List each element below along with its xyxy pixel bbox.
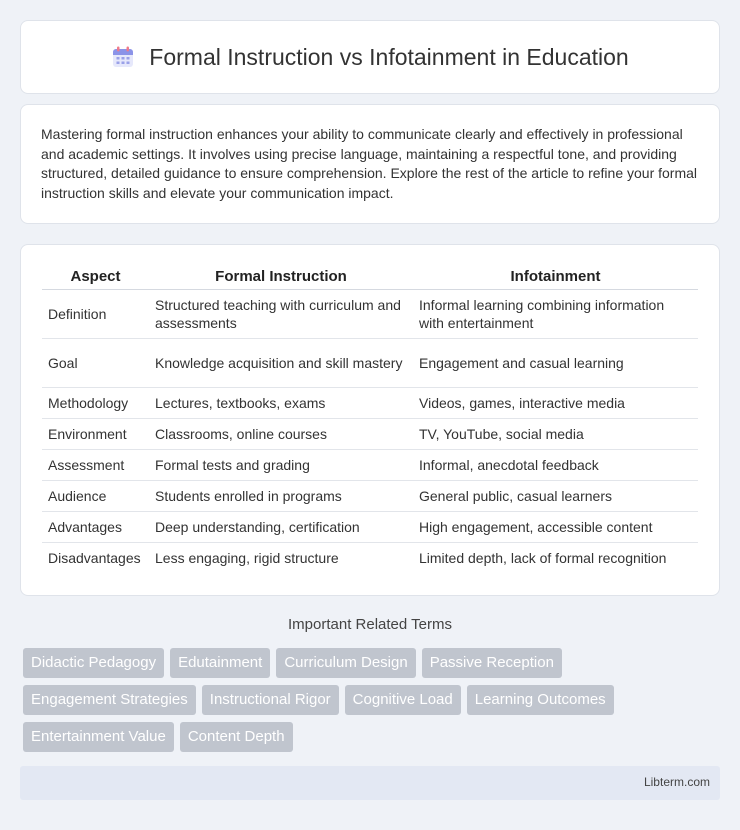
cell-formal: Lectures, textbooks, exams bbox=[149, 388, 413, 419]
related-term-tag[interactable]: Engagement Strategies bbox=[23, 685, 196, 715]
table-row bbox=[42, 419, 698, 450]
header-infotainment: Infotainment bbox=[413, 265, 698, 290]
cell-aspect: Environment bbox=[42, 419, 149, 450]
related-term-tag[interactable]: Entertainment Value bbox=[23, 722, 174, 752]
cell-aspect: Definition bbox=[42, 290, 149, 339]
cell-infotainment: Informal learning combining information with entertainment bbox=[413, 290, 698, 339]
cell-formal: Structured teaching with curriculum and assessments bbox=[149, 290, 413, 339]
cell-formal: Deep understanding, certification bbox=[149, 512, 413, 543]
comparison-table-card bbox=[20, 244, 720, 596]
related-terms-list bbox=[23, 648, 723, 752]
related-term-tag[interactable]: Edutainment bbox=[170, 648, 270, 678]
table-row bbox=[42, 339, 698, 388]
cell-formal: Formal tests and grading bbox=[149, 450, 413, 481]
cell-infotainment: TV, YouTube, social media bbox=[413, 419, 698, 450]
related-terms-title: Important Related Terms bbox=[288, 616, 452, 633]
cell-aspect: Advantages bbox=[42, 512, 149, 543]
cell-infotainment: Engagement and casual learning bbox=[413, 339, 698, 388]
footer-brand-link[interactable]: Libterm.com bbox=[643, 775, 710, 789]
table-row bbox=[42, 388, 698, 419]
related-term-tag[interactable]: Passive Reception bbox=[422, 648, 562, 678]
calendar-icon bbox=[111, 45, 135, 69]
cell-infotainment: High engagement, accessible content bbox=[413, 512, 698, 543]
related-term-tag[interactable]: Cognitive Load bbox=[345, 685, 461, 715]
cell-formal: Knowledge acquisition and skill mastery bbox=[149, 339, 413, 388]
cell-infotainment: General public, casual learners bbox=[413, 481, 698, 512]
related-term-tag[interactable]: Curriculum Design bbox=[276, 648, 415, 678]
cell-aspect: Methodology bbox=[42, 388, 149, 419]
cell-infotainment: Informal, anecdotal feedback bbox=[413, 450, 698, 481]
header-formal-instruction: Formal Instruction bbox=[149, 265, 413, 290]
table-row bbox=[42, 543, 698, 574]
cell-formal: Students enrolled in programs bbox=[149, 481, 413, 512]
intro-card bbox=[20, 104, 720, 224]
cell-infotainment: Limited depth, lack of formal recognition bbox=[419, 550, 667, 567]
cell-aspect: Disadvantages bbox=[48, 550, 141, 567]
table-row bbox=[42, 512, 698, 543]
table-row bbox=[42, 290, 698, 339]
footer bbox=[20, 766, 720, 800]
cell-formal: Classrooms, online courses bbox=[149, 419, 413, 450]
cell-aspect: Assessment bbox=[42, 450, 149, 481]
intro-text: Mastering formal instruction enhances your ability to communicate clearly and effectively in professional and academic settings. It involves using precise language, maintaining a respectful tone, and providing structured, detailed guidance to ensure comprehension. Explore the rest of the article to refine your formal instruction skills and elevate your communication impact. bbox=[41, 126, 698, 201]
header-aspect: Aspect bbox=[42, 265, 149, 290]
cell-aspect: Audience bbox=[42, 481, 149, 512]
related-term-tag[interactable]: Didactic Pedagogy bbox=[23, 648, 164, 678]
related-term-tag[interactable]: Content Depth bbox=[180, 722, 293, 752]
related-term-tag[interactable]: Instructional Rigor bbox=[202, 685, 339, 715]
page-title: Formal Instruction vs Infotainment in Education bbox=[149, 43, 629, 70]
title-card bbox=[20, 20, 720, 94]
comparison-table bbox=[42, 265, 698, 574]
related-term-tag[interactable]: Learning Outcomes bbox=[467, 685, 614, 715]
table-row bbox=[42, 450, 698, 481]
table-row bbox=[42, 481, 698, 512]
cell-formal: Less engaging, rigid structure bbox=[155, 550, 339, 567]
table-header-row bbox=[42, 265, 698, 290]
cell-aspect: Goal bbox=[42, 339, 149, 388]
cell-infotainment: Videos, games, interactive media bbox=[413, 388, 698, 419]
